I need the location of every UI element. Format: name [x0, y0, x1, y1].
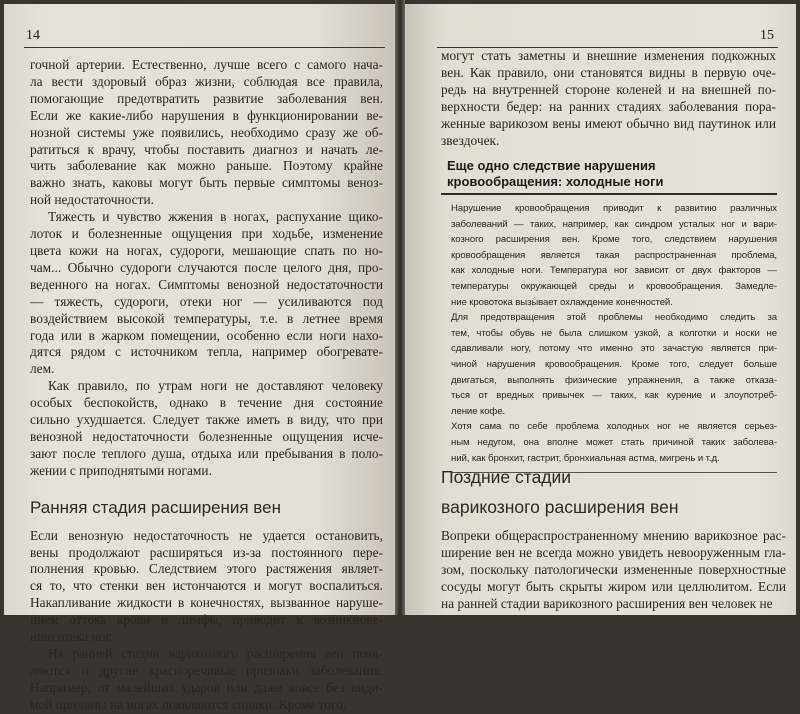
sidebar-box: [441, 158, 777, 473]
right-lower-section: [441, 462, 786, 613]
text-line: — тяжесть, судороги, отеки ног — усиливаются под: [30, 293, 383, 309]
text-line: чам... Обычно судороги случаются после целого дня, про-: [30, 259, 383, 275]
right-paragraph-1: [441, 48, 776, 149]
text-line: цвета кожи на ногах, судороги, мешающие спать по но-: [30, 242, 383, 258]
sidebar-box-line: заболеваний — таких, например, как синдром усталых ног и вари-: [451, 218, 777, 230]
header-rule-left: [24, 47, 385, 48]
left-section-heading: Ранняя стадия расширения вен: [30, 497, 281, 517]
text-line: редь на внутренней стороне коленей и на внешней по-: [441, 81, 776, 97]
text-line: ся то, что стенки вен истончаются и могут воспалиться.: [30, 578, 383, 594]
text-line: воздействием высокой температуры, т.е. в летнее время: [30, 310, 383, 326]
text-line: сильно ухудшается. Следует также иметь в виду, что при: [30, 412, 383, 428]
text-line: ной недостаточности.: [30, 192, 154, 208]
text-line: могут стать заметны и внешние изменения подкожных: [441, 48, 776, 63]
sidebar-box-paragraph-3: [451, 419, 777, 466]
sidebar-box-title: [447, 158, 777, 190]
text-line: лем.: [30, 361, 55, 377]
sidebar-box-title-rule: [441, 193, 777, 195]
sidebar-box-line: ний, как бронхит, гастрит, бронхиальная астма, мигрень и т.д.: [451, 452, 720, 464]
text-line: ляются и другие красноречивые признаки заболевания.: [30, 662, 383, 678]
sidebar-box-line: козного расширения вен. Кроме того, следствием нарушения: [451, 234, 777, 246]
text-line: вен. Как правило, они становятся видны в первую оче-: [441, 64, 776, 80]
text-line: лоток и болезненные ощущения при ходьбе, изменение: [30, 226, 383, 242]
header-rule-right: [437, 47, 778, 48]
text-line: Вопреки общераспространенному мнению варикозное рас-: [441, 528, 786, 543]
text-line: верхности бедер: на ранних стадиях заболевания пора-: [441, 98, 776, 114]
text-line: Если же какие-либо нарушения в функционировании ве-: [30, 107, 383, 123]
sidebar-box-line: сдавливали ногу, потому что именно это зачастую является при-: [451, 343, 777, 355]
text-line: на ранней стадии варикозного расширения вен человек не: [441, 595, 773, 611]
text-line: зом, поскольку патологически измененные поверхностные: [441, 561, 786, 577]
sidebar-box-line: как холодные ноги. Температура ног зависит от двух факторов —: [451, 265, 777, 277]
text-line: дятся рядом с источником тепла, например обогревате-: [30, 344, 383, 360]
sidebar-box-paragraph-1: [451, 201, 777, 310]
left-paragraph-2: [30, 209, 383, 378]
right-paragraph-2: [441, 528, 786, 613]
text-line: нию отека ног.: [30, 629, 113, 645]
text-line: мой причины на ногах появляются синяки. Кроме того,: [30, 696, 347, 712]
sidebar-box-paragraph-2: [451, 310, 777, 419]
sidebar-box-line: кровообращения является такая распространенная проблема,: [451, 249, 777, 261]
sidebar-box-line: ться от вредных привычек — таких, как курение и злоупотреб-: [451, 390, 777, 402]
text-line: Если венозную недостаточность не удается остановить,: [30, 527, 383, 543]
text-line: венозной недостаточности болезненные ощущения исче-: [30, 428, 383, 444]
page-number-left: 14: [26, 28, 40, 43]
text-line: ратиться к врачу, чтобы поставить диагноз и начать ле-: [30, 141, 383, 157]
text-line: важно знать, каковы могут быть первые симптомы веноз-: [30, 175, 383, 191]
text-line: ширение вен не всегда можно увидеть невооруженным гла-: [441, 544, 786, 560]
left-paragraph-1: [30, 57, 383, 209]
text-line: нием оттока крови и лимфы, приводит к возникнове-: [30, 612, 383, 628]
right-section-heading: [441, 462, 786, 522]
text-line: веденного на ногах. Симптомы венозной недостаточности: [30, 276, 383, 292]
sidebar-box-text: [451, 201, 777, 466]
sidebar-box-line: ление кофе.: [451, 405, 506, 417]
text-line: На ранней стадии варикозного расширения вен появ-: [48, 646, 383, 661]
sidebar-box-line: температуры окружающей среды и кровообращения. Замедле-: [451, 280, 777, 292]
sidebar-box-title-line: Еще одно следствие нарушения: [447, 158, 656, 173]
book-gutter: [395, 0, 405, 615]
text-line: года или в жарком помещении, особенно если ноги нахо-: [30, 327, 383, 343]
text-line: особых беспокойств, однако в течение дня состояние: [30, 395, 383, 411]
left-paragraph-4: [30, 528, 383, 646]
sidebar-box-line: Для предотвращения этой проблемы необходимо следить за: [451, 312, 777, 324]
text-line: полнения кровью. Следствием этого растяжения являет-: [30, 561, 383, 577]
sidebar-box-line: чиной нарушения кровообращения. Кроме того, следует больше: [451, 358, 777, 370]
text-line: зают после теплого душа, отдыха или пребывания в поло-: [30, 445, 383, 461]
text-line: нозной системы уже появились, необходимо сразу же об-: [30, 124, 383, 140]
sidebar-box-line: двигаться, выполнять физические упражнения, а также отказа-: [451, 374, 777, 386]
text-line: жении с приподнятыми ногами.: [30, 462, 212, 478]
sidebar-box-line: ние кровотока вызывает охлаждение конечностей.: [451, 296, 673, 308]
left-paragraph-5: [30, 646, 383, 714]
text-line: гочной артерии. Естественно, лучше всего с самого нача-: [30, 57, 383, 72]
text-line: помогающие предотвратить развитие заболевания вен.: [30, 90, 383, 106]
text-line: звездочек.: [441, 132, 500, 148]
sidebar-box-line: Хотя сама по себе проблема холодных ног не является серьез-: [451, 421, 777, 433]
text-line: сосуды могут быть скрыты жиром или целлюлитом. Если: [441, 578, 786, 594]
text-line: Тяжесть и чувство жжения в ногах, распухание щико-: [48, 209, 383, 225]
right-heading-line: варикозного расширения вен: [441, 497, 679, 517]
text-line: Накапливание жидкости в конечностях, вызванное наруше-: [30, 595, 383, 611]
text-line: Например, от малейших ударов или даже вовсе без види-: [30, 679, 383, 695]
right-heading-line: Поздние стадии: [441, 467, 572, 487]
text-line: ла вести здоровый образ жизни, соблюдая все правила,: [30, 73, 383, 89]
left-paragraph-3: [30, 378, 383, 479]
page-number-right: 15: [760, 28, 774, 43]
text-line: чить заболевание как можно раньше. Поэтому крайне: [30, 158, 383, 174]
left-page: [4, 4, 395, 712]
sidebar-box-line: Нарушение кровообращения приводит к развитию различных: [451, 203, 777, 214]
sidebar-box-title-line: кровообращения: холодные ноги: [447, 174, 664, 189]
sidebar-box-line: тем, чтобы обувь не была слишком узкой, а колготки и носки не: [451, 327, 777, 339]
text-line: Как правило, по утрам ноги не доставляют человеку: [48, 378, 383, 394]
text-line: женные варикозом вены имеют обычно вид паутинок или: [441, 115, 776, 131]
sidebar-box-line: ным недугом, она вполне может стать причиной таких заболева-: [451, 436, 777, 448]
text-line: вены продолжают расширяться из-за постоянного пере-: [30, 544, 383, 560]
